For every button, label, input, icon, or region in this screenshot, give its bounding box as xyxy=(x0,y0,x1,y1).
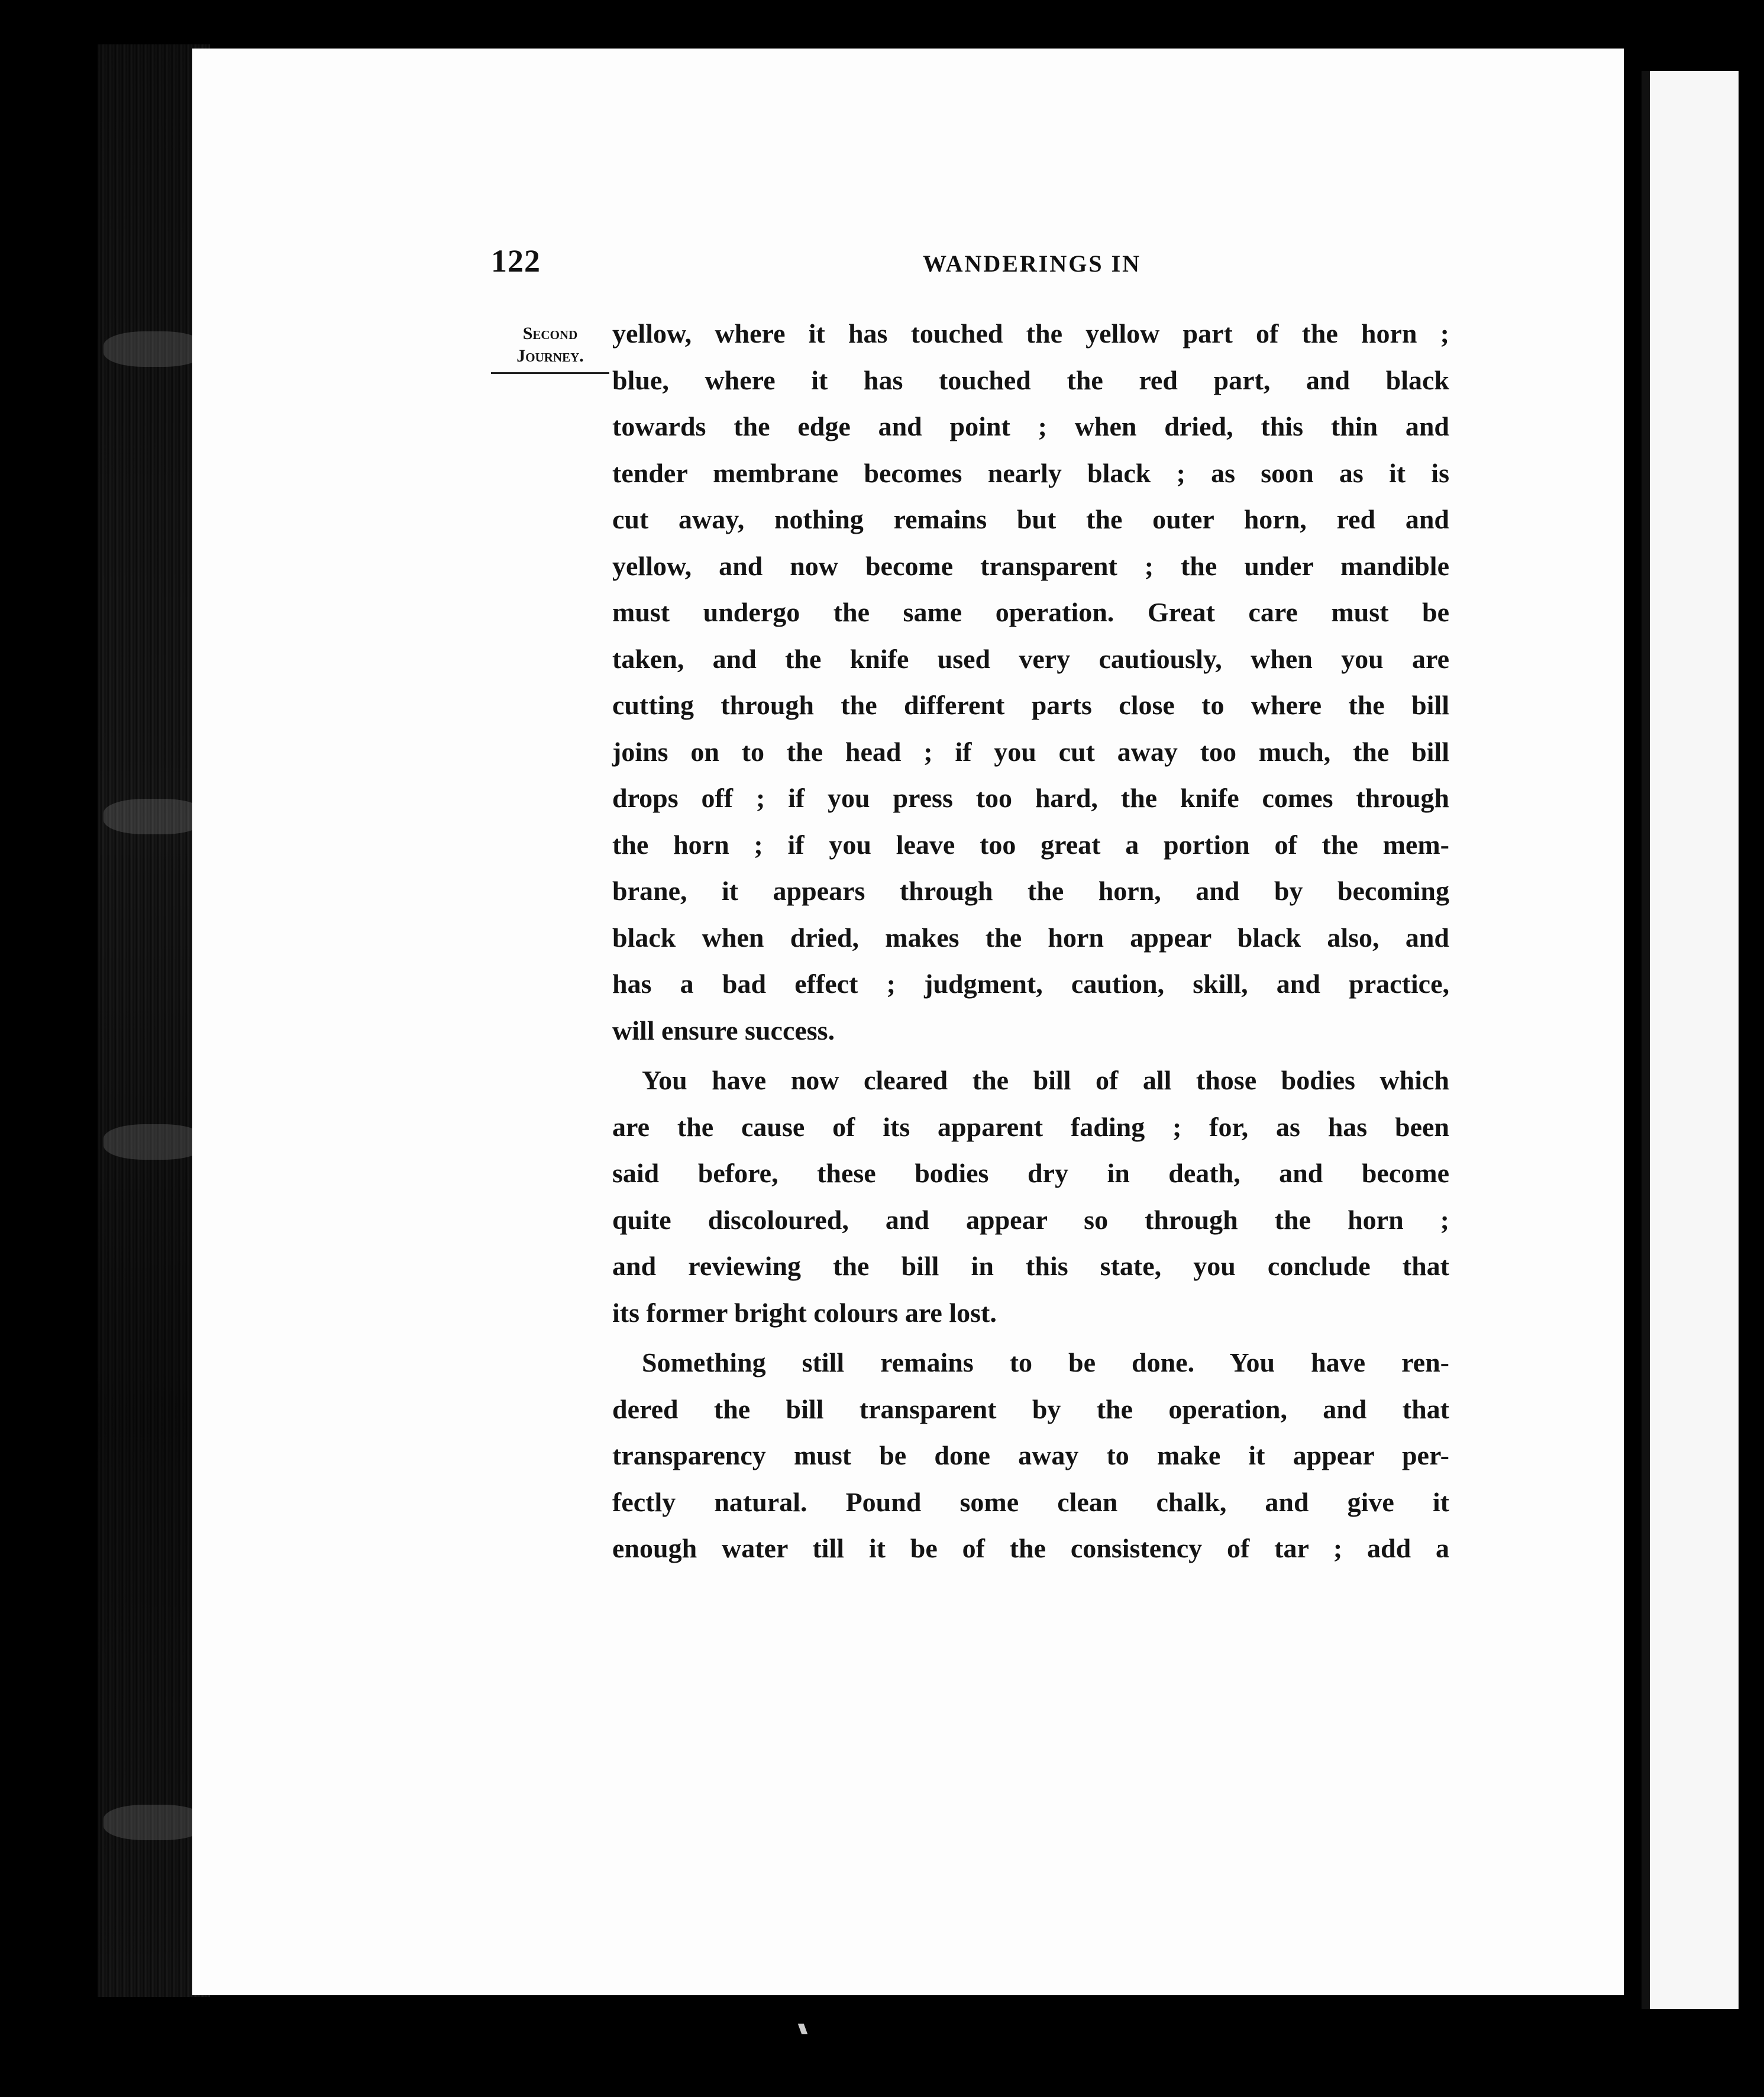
paragraph xyxy=(612,311,1449,1054)
text-line: are the cause of its apparent fading ; for, as has been xyxy=(612,1111,1449,1142)
text-line: black when dried, makes the horn appear black also, and xyxy=(612,922,1449,953)
gutter-stain xyxy=(104,331,204,367)
text-line: blue, where it has touched the red part, and black xyxy=(612,364,1449,395)
page-number: 122 xyxy=(491,243,541,279)
text-line: will ensure success. xyxy=(612,1015,835,1046)
page-header xyxy=(491,243,1449,284)
text-line: dered the bill transparent by the operation, and that xyxy=(612,1393,1449,1424)
text-line: brane, it appears through the horn, and by becoming xyxy=(612,876,1449,906)
text-line: drops off ; if you press too hard, the knife comes through xyxy=(612,783,1449,813)
running-head: WANDERINGS IN xyxy=(923,250,1142,277)
text-line: has a bad effect ; judgment, caution, skill, and practice, xyxy=(612,969,1449,999)
text-line: said before, these bodies dry in death, and become xyxy=(612,1158,1449,1188)
text-line: You have now cleared the bill of all those bodies which xyxy=(642,1065,1449,1095)
text-line: tender membrane becomes nearly black ; as soon as it is xyxy=(612,457,1449,488)
paragraph xyxy=(612,1340,1449,1572)
text-line: enough water till it be of the consistency of tar ; add a xyxy=(612,1533,1449,1563)
margin-note xyxy=(491,322,609,374)
margin-note-rule xyxy=(491,372,609,374)
margin-note-line: Second xyxy=(522,324,578,343)
gutter-stain xyxy=(104,1124,204,1160)
text-line: towards the edge and point ; when dried, this thin and xyxy=(612,411,1449,441)
text-line: cutting through the different parts close to where the bill xyxy=(612,690,1449,720)
text-line: Something still remains to be done. You have ren- xyxy=(642,1347,1449,1377)
text-line: taken, and the knife used very cautiously, when you are xyxy=(612,643,1449,674)
text-line: transparency must be done away to make it appear per- xyxy=(612,1440,1449,1470)
text-line: yellow, where it has touched the yellow part of the horn ; xyxy=(612,318,1449,349)
text-line: fectly natural. Pound some clean chalk, and give it xyxy=(612,1486,1449,1517)
body-text xyxy=(612,311,1449,1572)
margin-note-line: Journey. xyxy=(516,346,584,366)
facing-page-edge xyxy=(1642,71,1739,2009)
text-line: joins on to the head ; if you cut away too much, the bill xyxy=(612,736,1449,767)
text-line: its former bright colours are lost. xyxy=(612,1297,997,1328)
text-line: cut away, nothing remains but the outer horn, red and xyxy=(612,504,1449,534)
paragraph xyxy=(612,1057,1449,1336)
text-line: must undergo the same operation. Great care must be xyxy=(612,597,1449,627)
scan-artifact xyxy=(798,2024,808,2034)
text-line: and reviewing the bill in this state, you conclude that xyxy=(612,1251,1449,1281)
text-line: quite discoloured, and appear so through the horn ; xyxy=(612,1204,1449,1235)
gutter-stain xyxy=(104,1805,204,1840)
text-line: the horn ; if you leave too great a portion of the mem- xyxy=(612,829,1449,860)
gutter-stain xyxy=(104,799,204,834)
text-line: yellow, and now become transparent ; the under mandible xyxy=(612,550,1449,581)
